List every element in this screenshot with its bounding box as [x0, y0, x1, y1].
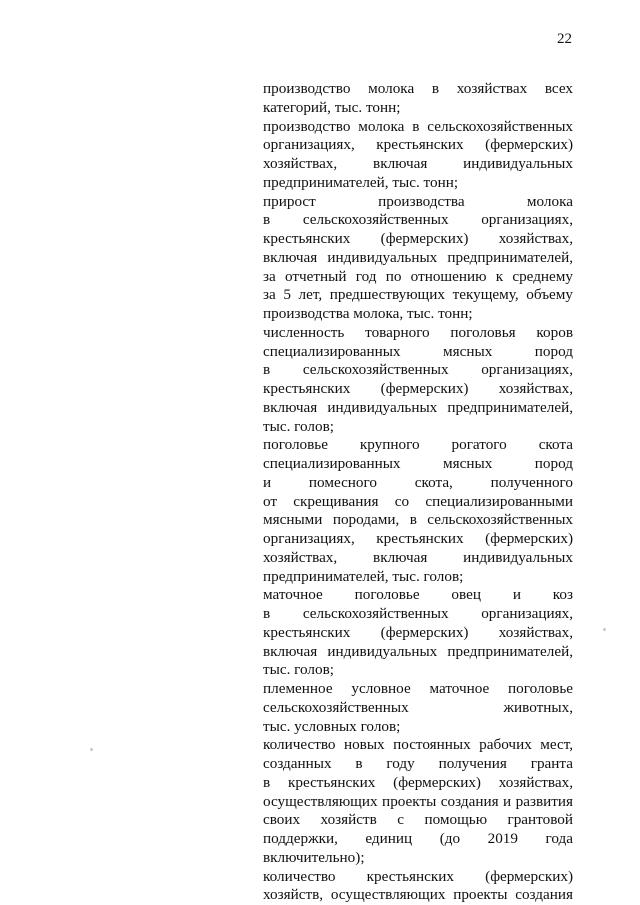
text-line: производства молока, тыс. тонн; [263, 305, 473, 322]
text-line: поддержки, единиц (до 2019 года [263, 830, 573, 847]
text-line: в сельскохозяйственных организациях, [263, 211, 573, 229]
text-line: тыс. голов; [263, 661, 334, 679]
text-line: крестьянских (фермерских) хозяйствах, [263, 623, 573, 641]
text-line: тыс. голов; [263, 417, 334, 435]
text-line: прирост производства молока [263, 192, 573, 210]
text-line: предпринимателей, тыс. голов; [263, 567, 464, 585]
text-line: производство молока в хозяйствах всех [263, 80, 573, 97]
text-line: хозяйствах, включая индивидуальных [263, 155, 573, 172]
page-number: 22 [557, 31, 572, 47]
text-line: маточное поголовье овец и коз [263, 586, 573, 604]
text-line: созданных в году получения гранта [263, 755, 573, 772]
text-line: тыс. условных голов; [263, 717, 401, 735]
text-line: и помесного скота, полученного [263, 473, 573, 491]
scan-artifact [603, 628, 606, 631]
text-line: хозяйствах, включая индивидуальных [263, 548, 573, 566]
text-line: включая индивидуальных предпринимателей, [263, 398, 573, 416]
text-line: специализированных мясных пород [263, 342, 573, 360]
text-line: производство молока в сельскохозяйственных [263, 117, 573, 135]
text-line: организациях, крестьянских (фермерских) [263, 136, 573, 154]
text-line: сельскохозяйственных животных, [263, 698, 573, 716]
text-line: осуществляющих проекты создания и развития [263, 792, 573, 810]
text-line: численность товарного поголовья коров [263, 323, 573, 341]
text-line: племенное условное маточное поголовье [263, 680, 573, 697]
text-line: количество новых постоянных рабочих мест, [263, 736, 573, 754]
text-line: предпринимателей, тыс. тонн; [263, 173, 459, 191]
text-line: поголовье крупного рогатого скота [263, 436, 573, 454]
text-line: за 5 лет, предшествующих текущему, объему [263, 286, 573, 304]
text-line: своих хозяйств с помощью грантовой [263, 811, 573, 829]
document-text [263, 80, 573, 905]
text-line: крестьянских (фермерских) хозяйствах, [263, 230, 573, 247]
text-line: крестьянских (фермерских) хозяйствах, [263, 380, 573, 397]
text-line: организациях, крестьянских (фермерских) [263, 530, 573, 547]
text-line: включительно); [263, 848, 365, 866]
text-line: от скрещивания со специализированными [263, 492, 573, 510]
text-line: количество крестьянских (фермерских) [263, 867, 573, 885]
text-line: за отчетный год по отношению к среднему [263, 267, 573, 285]
text-line: в сельскохозяйственных организациях, [263, 361, 573, 379]
text-line: категорий, тыс. тонн; [263, 98, 401, 116]
text-line: мясными породами, в сельскохозяйственных [263, 511, 573, 529]
scan-artifact [90, 748, 93, 751]
text-line: в крестьянских (фермерских) хозяйствах, [263, 773, 573, 791]
text-line: хозяйств, осуществляющих проекты создания [263, 886, 573, 904]
text-line: в сельскохозяйственных организациях, [263, 605, 573, 622]
text-line: включая индивидуальных предпринимателей, [263, 642, 573, 660]
text-line: включая индивидуальных предпринимателей, [263, 248, 573, 266]
text-line: специализированных мясных пород [263, 455, 573, 472]
